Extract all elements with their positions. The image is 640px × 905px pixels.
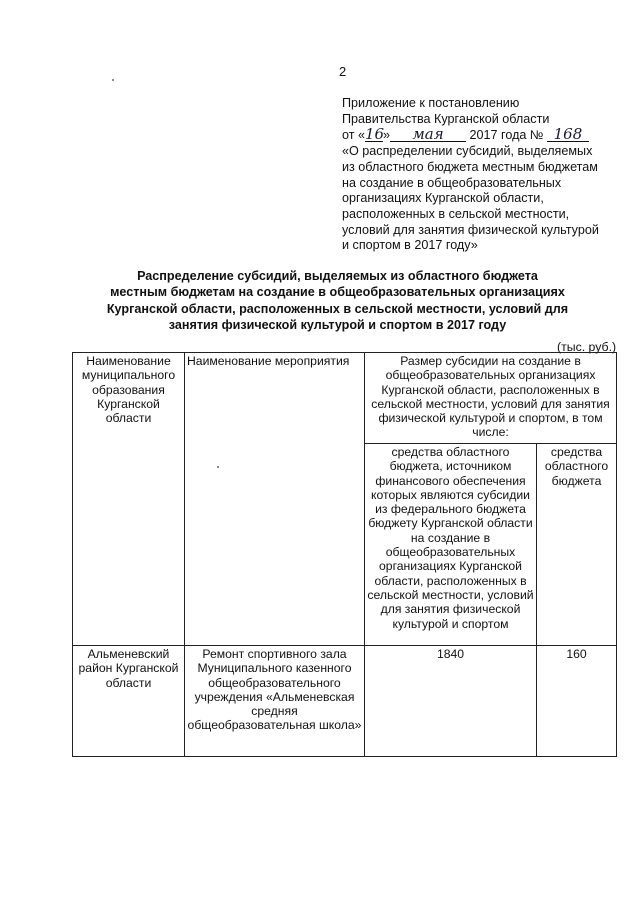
scan-speck bbox=[217, 466, 219, 468]
date-year: 2017 года № bbox=[469, 128, 544, 143]
title-line: Курганской области, расположенных в сельской местности, условий для bbox=[106, 301, 569, 316]
subject-line: и спортом в 2017 году» bbox=[342, 238, 478, 253]
table-row bbox=[73, 646, 617, 757]
appendix-line: Правительства Курганской области bbox=[342, 111, 550, 126]
units-label: (тыс. руб.) bbox=[557, 340, 617, 354]
header-municipality: Наименование муниципального образования Курганской области bbox=[73, 353, 185, 646]
cell-municipality: Альменевский район Курганской области bbox=[73, 646, 185, 757]
subject-line: «О распределении субсидий, выделяемых bbox=[342, 144, 593, 159]
title-line: местным бюджетам на создание в общеобразовательных организациях bbox=[110, 285, 565, 300]
header-subsidy-size: Размер субсидии на создание в общеобразовательных организациях Курганской области, расположенных в сельской местности, условий для занятия физической культурой и спортом, в том числе: bbox=[365, 353, 617, 444]
appendix-block bbox=[342, 96, 614, 254]
date-prefix: от « bbox=[342, 128, 365, 143]
subject-line: из областного бюджета местным бюджетам bbox=[342, 159, 598, 174]
document-title bbox=[85, 268, 590, 333]
handwritten-day: 16 bbox=[365, 125, 385, 144]
header-activity: Наименование мероприятия bbox=[185, 353, 365, 646]
scan-speck bbox=[112, 79, 114, 81]
subject-line: на создание в общеобразовательных bbox=[342, 175, 562, 190]
subject-line: организациях Курганской области, bbox=[342, 191, 544, 206]
title-line: занятия физической культурой и спортом в 2017 году bbox=[168, 317, 507, 332]
appendix-date-line bbox=[342, 127, 614, 144]
subject-line: условий для занятия физической культурой bbox=[342, 222, 599, 237]
subject-line: расположенных в сельской местности, bbox=[342, 206, 570, 221]
page-number: 2 bbox=[339, 64, 347, 79]
appendix-line: Приложение к постановлению bbox=[342, 96, 520, 110]
subsidy-table bbox=[72, 352, 617, 757]
header-regional-funds: средства областного бюджета bbox=[537, 444, 617, 646]
cell-activity: Ремонт спортивного зала Муниципального казенного общеобразовательного учреждения «Альменевская средняя общеобразовательная школа» bbox=[185, 646, 365, 757]
header-federal-funds: средства областного бюджета, источником финансового обеспечения которых являются субсидии из федерального бюджета бюджету Курганской области на создание в общеобразовательных организациях Курганской области, расположенных в сельской местности, условий для занятия физической культурой и спортом bbox=[365, 444, 537, 646]
handwritten-number: 168 bbox=[547, 127, 589, 142]
handwritten-month: мая bbox=[390, 127, 466, 142]
cell-federal-funds: 1840 bbox=[365, 646, 537, 757]
header-row bbox=[73, 353, 617, 444]
title-line: Распределение субсидий, выделяемых из областного бюджета bbox=[137, 269, 538, 283]
cell-regional-funds: 160 bbox=[537, 646, 617, 757]
date-sep: » bbox=[383, 128, 391, 143]
